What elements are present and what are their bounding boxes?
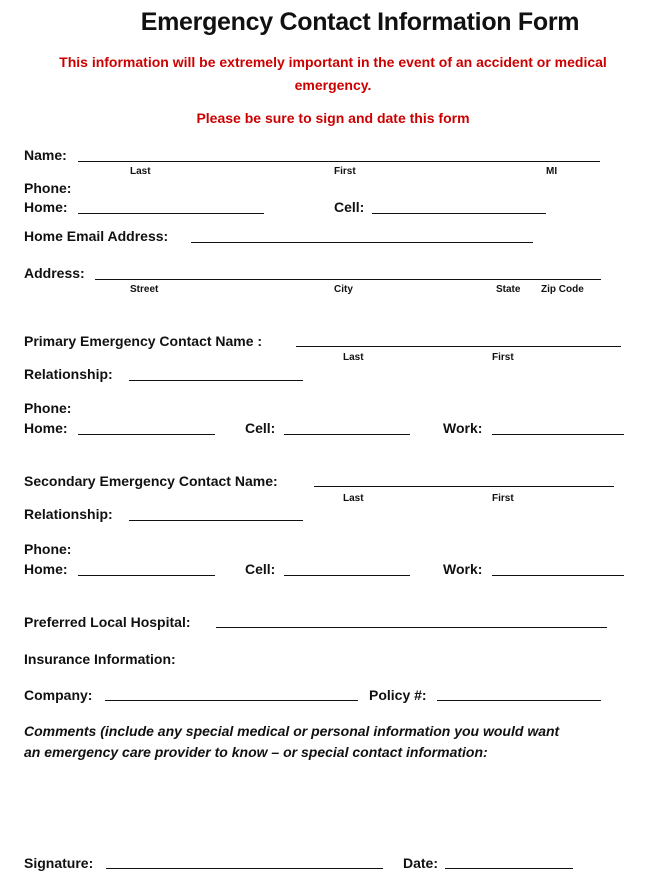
home-phone-field[interactable] [78, 213, 264, 214]
date-field[interactable] [445, 868, 573, 869]
address-state-caption: State [496, 284, 521, 295]
primary-contact-name-field[interactable] [296, 346, 621, 347]
email-field[interactable] [191, 242, 533, 243]
signature-label: Signature: [24, 855, 94, 871]
secondary-last-caption: Last [343, 493, 364, 504]
primary-contact-name-label: Primary Emergency Contact Name : [24, 333, 263, 349]
sign-date-notice: Please be sure to sign and date this form [196, 110, 470, 126]
insurance-label: Insurance Information: [24, 651, 176, 667]
address-zip-caption: Zip Code [541, 284, 584, 295]
secondary-contact-name-field[interactable] [314, 486, 614, 487]
address-street-caption: Street [130, 284, 159, 295]
secondary-contact-name-label: Secondary Emergency Contact Name: [24, 473, 278, 489]
name-mi-caption: MI [546, 166, 558, 177]
address-city-caption: City [334, 284, 353, 295]
notice-text-continued: emergency. [294, 77, 372, 93]
secondary-home-field[interactable] [78, 575, 215, 576]
primary-home-label: Home: [24, 420, 68, 436]
primary-first-caption: First [492, 352, 514, 363]
primary-work-label: Work: [443, 420, 483, 436]
secondary-home-label: Home: [24, 561, 68, 577]
policy-label: Policy #: [369, 687, 427, 703]
secondary-relationship-label: Relationship: [24, 506, 113, 522]
form-title: Emergency Contact Information Form [140, 8, 580, 36]
phone-label: Phone: [24, 180, 72, 196]
primary-phone-label: Phone: [24, 400, 72, 416]
secondary-work-field[interactable] [492, 575, 624, 576]
primary-cell-field[interactable] [284, 434, 410, 435]
name-field[interactable] [78, 161, 600, 162]
address-field[interactable] [95, 279, 601, 280]
signature-field[interactable] [106, 868, 383, 869]
email-label: Home Email Address: [24, 228, 169, 244]
home-phone-label: Home: [24, 199, 68, 215]
name-last-caption: Last [130, 166, 151, 177]
primary-relationship-field[interactable] [129, 380, 303, 381]
secondary-first-caption: First [492, 493, 514, 504]
comments-label-continued: an emergency care provider to know – or special contact information: [24, 744, 488, 760]
address-label: Address: [24, 265, 85, 281]
name-first-caption: First [334, 166, 356, 177]
primary-work-field[interactable] [492, 434, 624, 435]
policy-field[interactable] [437, 700, 601, 701]
secondary-work-label: Work: [443, 561, 483, 577]
notice-text: This information will be extremely important in the event of an accident or medical [59, 54, 607, 70]
name-label: Name: [24, 147, 67, 163]
comments-label: Comments (include any special medical or personal information you would want [24, 723, 560, 739]
secondary-phone-label: Phone: [24, 541, 72, 557]
primary-last-caption: Last [343, 352, 364, 363]
cell-phone-label: Cell: [334, 199, 365, 215]
cell-phone-field[interactable] [372, 213, 546, 214]
secondary-cell-label: Cell: [245, 561, 276, 577]
comments-area[interactable] [24, 768, 634, 846]
company-label: Company: [24, 687, 93, 703]
hospital-label: Preferred Local Hospital: [24, 614, 191, 630]
primary-cell-label: Cell: [245, 420, 276, 436]
date-label: Date: [403, 855, 439, 871]
hospital-field[interactable] [216, 627, 607, 628]
company-field[interactable] [105, 700, 358, 701]
secondary-relationship-field[interactable] [129, 520, 303, 521]
primary-home-field[interactable] [78, 434, 215, 435]
secondary-cell-field[interactable] [284, 575, 410, 576]
primary-relationship-label: Relationship: [24, 366, 113, 382]
